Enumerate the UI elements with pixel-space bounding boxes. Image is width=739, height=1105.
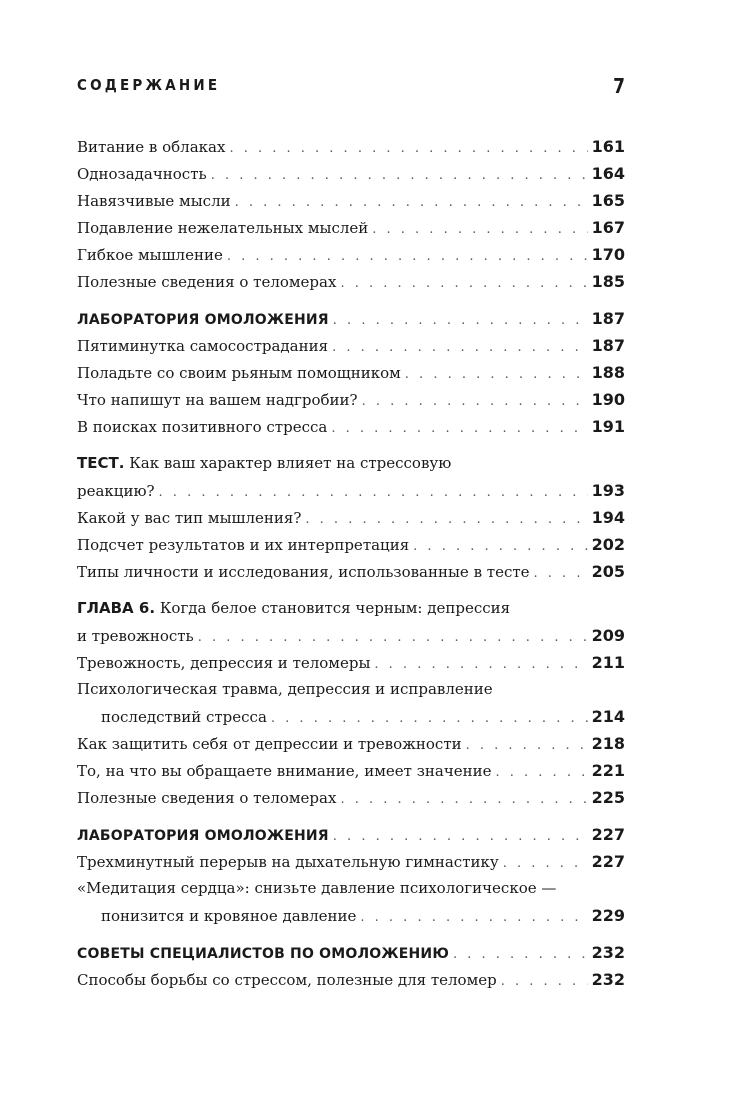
toc-section-heading[interactable]: [77, 821, 625, 848]
toc-entry[interactable]: [77, 214, 625, 241]
toc-entry-page: 211: [591, 653, 625, 672]
leader-dots: [496, 759, 588, 786]
toc-entry-label: В поисках позитивного стресса: [77, 418, 328, 436]
leader-dots: [413, 533, 587, 560]
toc-entry-label: Как защитить себя от депрессии и тревожности: [77, 735, 462, 753]
toc-entry[interactable]: [77, 241, 625, 268]
toc-entry[interactable]: [77, 268, 625, 295]
toc-entry-page: 229: [591, 906, 625, 925]
toc-entry-line1[interactable]: [77, 875, 625, 902]
toc-entry-label: Какой у вас тип мышления?: [77, 509, 302, 527]
toc-entry-page: 187: [591, 336, 625, 355]
toc-entry[interactable]: [77, 558, 625, 585]
toc-entry-label: Гибкое мышление: [77, 246, 223, 264]
toc-entry[interactable]: [77, 413, 625, 440]
leader-dots: [333, 823, 588, 850]
table-of-contents: [77, 133, 625, 993]
toc-entry-label: Способы борьбы со стрессом, полезные для теломер: [77, 971, 497, 989]
leader-dots: [235, 189, 588, 216]
toc-entry-label: понизится и кровяное давление: [101, 907, 357, 925]
toc-entry-label: Однозадачность: [77, 165, 207, 183]
toc-entry-page: 225: [591, 788, 625, 807]
leader-dots: [333, 307, 588, 334]
toc-entry-label: Полезные сведения о теломерах: [77, 789, 337, 807]
page-header: [77, 74, 625, 104]
test-title-line2: реакцию?: [77, 482, 155, 500]
leader-dots: [271, 705, 588, 732]
toc-entry-label: Полезные сведения о теломерах: [77, 273, 337, 291]
leader-dots: [159, 479, 588, 506]
toc-entry-label: То, на что вы обращаете внимание, имеет значение: [77, 762, 492, 780]
page-number: 7: [613, 74, 625, 98]
section-heading-label: ЛАБОРАТОРИЯ ОМОЛОЖЕНИЯ: [77, 312, 329, 328]
toc-entry-page: 167: [591, 218, 625, 237]
toc-entry-label: последствий стресса: [101, 708, 267, 726]
toc-entry-page: 165: [591, 191, 625, 210]
toc-chapter-heading-line2[interactable]: [77, 622, 625, 649]
toc-entry-label: Поладьте со своим рьяным помощником: [77, 364, 401, 382]
leader-dots: [198, 624, 588, 651]
toc-entry[interactable]: [77, 784, 625, 811]
toc-entry-page: 187: [591, 309, 625, 328]
toc-entry-label: Трехминутный перерыв на дыхательную гимнастику: [77, 853, 499, 871]
toc-entry-page: 161: [591, 137, 625, 156]
leader-dots: [372, 216, 587, 243]
toc-entry-label: Подсчет результатов и их интерпретация: [77, 536, 410, 554]
leader-dots: [332, 334, 588, 361]
leader-dots: [340, 270, 587, 297]
toc-entry-page: 164: [591, 164, 625, 183]
section-heading-label: СОВЕТЫ СПЕЦИАЛИСТОВ ПО ОМОЛОЖЕНИЮ: [77, 946, 449, 962]
toc-entry-label: Психологическая травма, депрессия и исправление: [77, 680, 493, 698]
test-lead: ТЕСТ.: [77, 454, 125, 472]
leader-dots: [405, 361, 588, 388]
toc-entry[interactable]: [77, 848, 625, 875]
toc-entry-page: 185: [591, 272, 625, 291]
toc-entry-page: 194: [591, 508, 625, 527]
toc-entry-label: Навязчивые мысли: [77, 192, 231, 210]
toc-entry[interactable]: [77, 504, 625, 531]
toc-entry[interactable]: [77, 160, 625, 187]
toc-entry[interactable]: [77, 133, 625, 160]
leader-dots: [340, 786, 587, 813]
leader-dots: [360, 904, 587, 931]
toc-entry-page: 232: [591, 943, 625, 962]
toc-entry[interactable]: [77, 757, 625, 784]
leader-dots: [305, 506, 587, 533]
toc-entry-page: 193: [591, 481, 625, 500]
toc-entry-page: 221: [591, 761, 625, 780]
toc-test-heading-line1[interactable]: [77, 450, 625, 477]
toc-entry-page: 232: [591, 970, 625, 989]
toc-entry[interactable]: [77, 649, 625, 676]
toc-entry-line1[interactable]: [77, 676, 625, 703]
toc-entry-label: Что напишут на вашем надгробии?: [77, 391, 358, 409]
toc-entry-page: 191: [591, 417, 625, 436]
toc-entry-page: 205: [591, 562, 625, 581]
toc-entry[interactable]: [77, 966, 625, 993]
toc-entry-page: 190: [591, 390, 625, 409]
leader-dots: [374, 651, 587, 678]
running-head: СОДЕРЖАНИЕ: [77, 76, 221, 94]
leader-dots: [362, 388, 588, 415]
toc-entry[interactable]: [77, 730, 625, 757]
leader-dots: [466, 732, 588, 759]
leader-dots: [501, 968, 588, 995]
toc-entry[interactable]: [77, 332, 625, 359]
test-title-line1: Как ваш характер влияет на стрессовую: [129, 454, 452, 472]
toc-entry-label: Пятиминутка самосострадания: [77, 337, 329, 355]
toc-entry-line2[interactable]: [77, 703, 625, 730]
toc-entry-label: Витание в облаках: [77, 138, 226, 156]
toc-section-heading[interactable]: [77, 939, 625, 966]
toc-entry-page: 227: [591, 852, 625, 871]
toc-entry-line2[interactable]: [77, 902, 625, 929]
chapter-lead: ГЛАВА 6.: [77, 599, 156, 617]
toc-entry[interactable]: [77, 531, 625, 558]
chapter-title-line1: Когда белое становится черным: депрессия: [159, 599, 511, 617]
leader-dots: [211, 162, 588, 189]
leader-dots: [229, 135, 587, 162]
toc-entry-page: 202: [591, 535, 625, 554]
toc-entry-label: Типы личности и исследования, использованные в тесте: [77, 563, 530, 581]
leader-dots: [503, 850, 588, 877]
chapter-title-line2: и тревожность: [77, 627, 194, 645]
toc-entry[interactable]: [77, 386, 625, 413]
leader-dots: [453, 941, 588, 968]
toc-chapter-heading-line1[interactable]: [77, 595, 625, 622]
section-heading-label: ЛАБОРАТОРИЯ ОМОЛОЖЕНИЯ: [77, 828, 329, 844]
toc-entry-label: Подавление нежелательных мыслей: [77, 219, 369, 237]
toc-entry[interactable]: [77, 187, 625, 214]
toc-entry-page: 214: [591, 707, 625, 726]
toc-entry[interactable]: [77, 359, 625, 386]
toc-entry-page: 209: [591, 626, 625, 645]
toc-entry-page: 218: [591, 734, 625, 753]
toc-test-heading-line2[interactable]: [77, 477, 625, 504]
toc-entry-label: Тревожность, депрессия и теломеры: [77, 654, 371, 672]
leader-dots: [534, 560, 588, 587]
toc-entry-page: 188: [591, 363, 625, 382]
leader-dots: [331, 415, 587, 442]
toc-entry-page: 227: [591, 825, 625, 844]
toc-entry-page: 170: [591, 245, 625, 264]
toc-entry-label: «Медитация сердца»: снизьте давление психологическое —: [77, 879, 557, 897]
toc-section-heading[interactable]: [77, 305, 625, 332]
leader-dots: [227, 243, 588, 270]
